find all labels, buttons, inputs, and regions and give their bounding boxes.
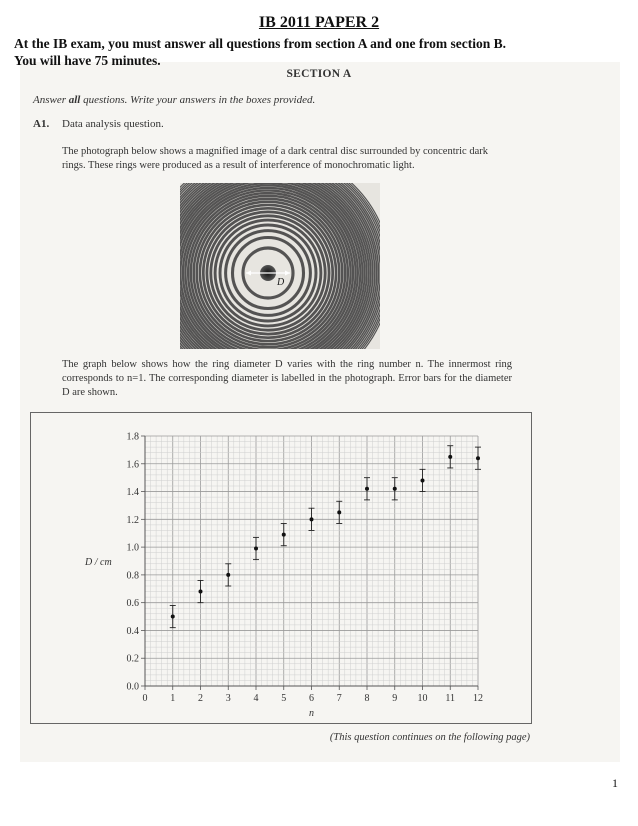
question-number: A1. xyxy=(33,118,50,130)
data-point xyxy=(282,533,286,537)
x-tick-label: 6 xyxy=(309,693,314,704)
y-tick-label: 1.8 xyxy=(126,431,139,443)
instructions-prefix: Answer xyxy=(33,94,69,106)
x-axis-label: n xyxy=(309,708,314,719)
y-tick-label: 0.0 xyxy=(126,681,139,693)
photo-diameter-label: D xyxy=(277,277,285,288)
data-point xyxy=(365,487,369,491)
chart-data-points xyxy=(170,446,481,628)
x-tick-label: 10 xyxy=(417,693,428,704)
x-tick-label: 12 xyxy=(473,693,483,704)
x-tick-label: 9 xyxy=(392,693,398,704)
data-point xyxy=(476,456,480,460)
y-tick-label: 0.8 xyxy=(126,570,139,582)
x-tick-label: 11 xyxy=(445,693,456,704)
instructions-suffix: questions. Write your answers in the boxes provided. xyxy=(80,94,316,106)
data-point xyxy=(171,615,175,619)
y-tick-label: 1.0 xyxy=(126,542,139,554)
data-point xyxy=(393,487,397,491)
y-tick-label: 1.4 xyxy=(126,487,139,499)
page-title: IB 2011 PAPER 2 xyxy=(258,14,380,31)
y-tick-label: 0.6 xyxy=(126,598,139,610)
chart-grid xyxy=(145,436,478,686)
x-tick-label: 0 xyxy=(142,693,148,704)
section-title: SECTION A xyxy=(286,68,352,80)
y-tick-label: 1.6 xyxy=(126,459,139,471)
data-point xyxy=(421,478,425,482)
data-point xyxy=(199,590,203,594)
data-point xyxy=(310,517,314,521)
y-tick-label: 1.2 xyxy=(126,514,139,526)
x-tick-label: 1 xyxy=(170,693,176,704)
y-tick-label: 0.4 xyxy=(126,625,139,637)
exam-instruction-line-2: You will have 75 minutes. xyxy=(14,53,161,68)
data-point xyxy=(226,573,230,577)
data-point xyxy=(337,510,341,514)
x-tick-label: 5 xyxy=(281,693,287,704)
section-instructions xyxy=(33,94,315,106)
instructions-bold: all xyxy=(68,94,81,106)
page-number: 1 xyxy=(612,776,618,790)
continues-note: (This question continues on the following page) xyxy=(329,732,530,743)
y-tick-label: 0.2 xyxy=(126,653,139,665)
diameter-vs-ring-number-chart xyxy=(30,412,532,724)
x-tick-label: 8 xyxy=(364,693,370,704)
question-paragraph-2: The graph below shows how the ring diameter D varies with the ring number n. The innermost ring corresponds to n=1. The corresponding diameter is labelled in the photograph. Error bars for the diameter D are shown. xyxy=(62,359,512,398)
data-point xyxy=(254,547,258,551)
x-tick-label: 2 xyxy=(198,693,203,704)
data-point xyxy=(448,455,452,459)
exam-instruction-line-1: At the IB exam, you must answer all questions from section A and one from section B. xyxy=(14,36,507,51)
x-tick-label: 3 xyxy=(225,693,231,704)
interference-rings-photo xyxy=(180,183,380,349)
question-paragraph-1: The photograph below shows a magnified image of a dark central disc surrounded by concentric dark rings. These rings were produced as a result of interference of monochromatic light. xyxy=(62,146,488,171)
y-axis-label: D / cm xyxy=(85,557,112,568)
x-tick-label: 7 xyxy=(336,693,342,704)
question-title: Data analysis question. xyxy=(62,118,164,130)
x-tick-label: 4 xyxy=(253,693,259,704)
